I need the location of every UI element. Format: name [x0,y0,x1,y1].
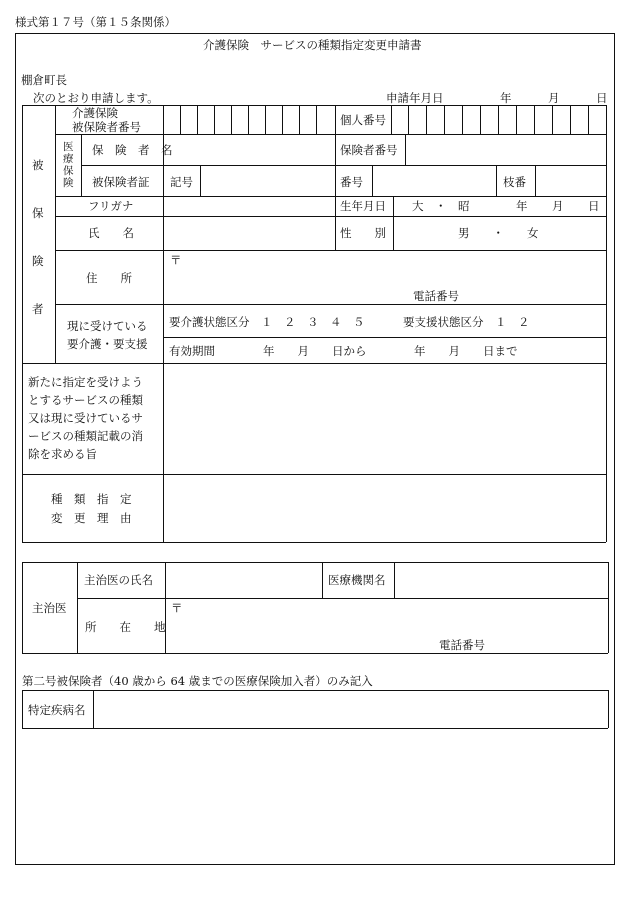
medical-side-char-1: 医 [63,141,74,153]
medical-side-char-4: 険 [63,177,74,189]
branch-label: 枝番 [503,175,526,189]
birthdate-label: 生年月日 [340,199,386,213]
furigana-field[interactable] [164,197,334,215]
insured-number-label: 被保険者番号 [72,120,141,134]
care-status-label-line2: 要介護・要支援 [67,337,148,351]
physician-address-field[interactable] [166,599,607,652]
care-insurance-label: 介護保険 [72,106,118,120]
institution-label: 医療機関名 [328,573,386,587]
specific-disease-field[interactable] [94,691,607,727]
change-reason-line-2: 変 更 理 由 [51,511,132,525]
insured-side-char-4: 者 [32,302,44,316]
insurer-number-field[interactable] [406,135,605,164]
insured-card-label: 被保険者証 [92,175,150,189]
physician-postal-mark: 〒 [171,601,183,615]
branch-field[interactable] [536,166,605,195]
location-label: 所 在 地 [85,620,166,634]
application-day: 日 [596,91,608,105]
service-request-line-1: 新たに指定を受けよう [28,375,143,389]
care-status-label-line1: 現に受けている [67,319,148,333]
era-options: 大 ・ 昭 [412,199,470,213]
specific-disease-label: 特定疾病名 [28,703,86,717]
physician-phone-label: 電話番号 [439,638,485,652]
number-field[interactable] [373,166,495,195]
address-label: 住 所 [86,271,132,285]
furigana-label: フリガナ [88,199,134,213]
insurer-number-label: 保険者番号 [340,143,398,157]
change-reason-line-1: 種 類 指 定 [51,492,132,506]
gender-label: 性 別 [340,226,386,240]
insurer-name-label: 保 険 者 名 [92,143,173,157]
support-level-options: 要支援状態区分 １ ２ [403,315,530,329]
symbol-label: 記号 [170,175,193,189]
birth-year-label: 年 [516,199,528,213]
insured-number-field[interactable] [164,106,334,133]
application-year: 年 [500,91,512,105]
address-phone-label: 電話番号 [413,289,459,303]
change-reason-field[interactable] [164,475,605,541]
name-label: 氏 名 [88,226,134,240]
application-month: 月 [548,91,560,105]
service-request-line-5: 除を求める旨 [28,447,97,461]
birth-day-label: 日 [588,199,600,213]
gender-options: 男 ・ 女 [458,226,539,240]
addressee: 棚倉町長 [21,73,67,87]
insured-side-char-1: 被 [32,158,44,172]
valid-period-label: 有効期間 [169,344,215,358]
symbol-field[interactable] [201,166,334,195]
secondary-insured-note: 第二号被保険者（40 歳から 64 歳までの医療保険加入者）のみ記入 [22,674,373,688]
personal-number-label: 個人番号 [340,113,386,127]
service-request-line-4: ービスの種類記載の消 [28,429,143,443]
valid-from-date: 年 月 日から [263,344,367,358]
insured-side-char-3: 険 [32,254,44,268]
intro-text: 次のとおり申請します。 [33,91,159,105]
insurer-name-field[interactable] [164,135,334,164]
address-postal-mark: 〒 [170,253,182,267]
institution-field[interactable] [395,563,607,597]
name-field[interactable] [164,217,334,249]
physician-side-label: 主治医 [32,601,67,615]
medical-side-char-3: 保 [63,165,74,177]
form-number: 様式第１７号（第１５条関係） [15,15,176,29]
number-label: 番号 [340,175,363,189]
physician-name-label: 主治医の氏名 [84,573,153,587]
care-level-options: 要介護状態区分 １ ２ ３ ４ ５ [169,315,365,329]
address-field[interactable] [164,251,605,303]
birth-month-label: 月 [552,199,564,213]
form-title: 介護保険 サービスの種類指定変更申請書 [203,38,422,52]
insured-side-char-2: 保 [32,206,44,220]
personal-number-field[interactable] [392,106,605,133]
service-request-line-3: 又は現に受けているサ [28,411,143,425]
service-request-line-2: とするサービスの種類 [28,393,143,407]
service-request-field[interactable] [164,364,605,473]
valid-to-date: 年 月 日まで [414,344,518,358]
medical-side-char-2: 療 [63,153,74,165]
application-date-label: 申請年月日 [386,91,444,105]
physician-name-field[interactable] [166,563,321,597]
